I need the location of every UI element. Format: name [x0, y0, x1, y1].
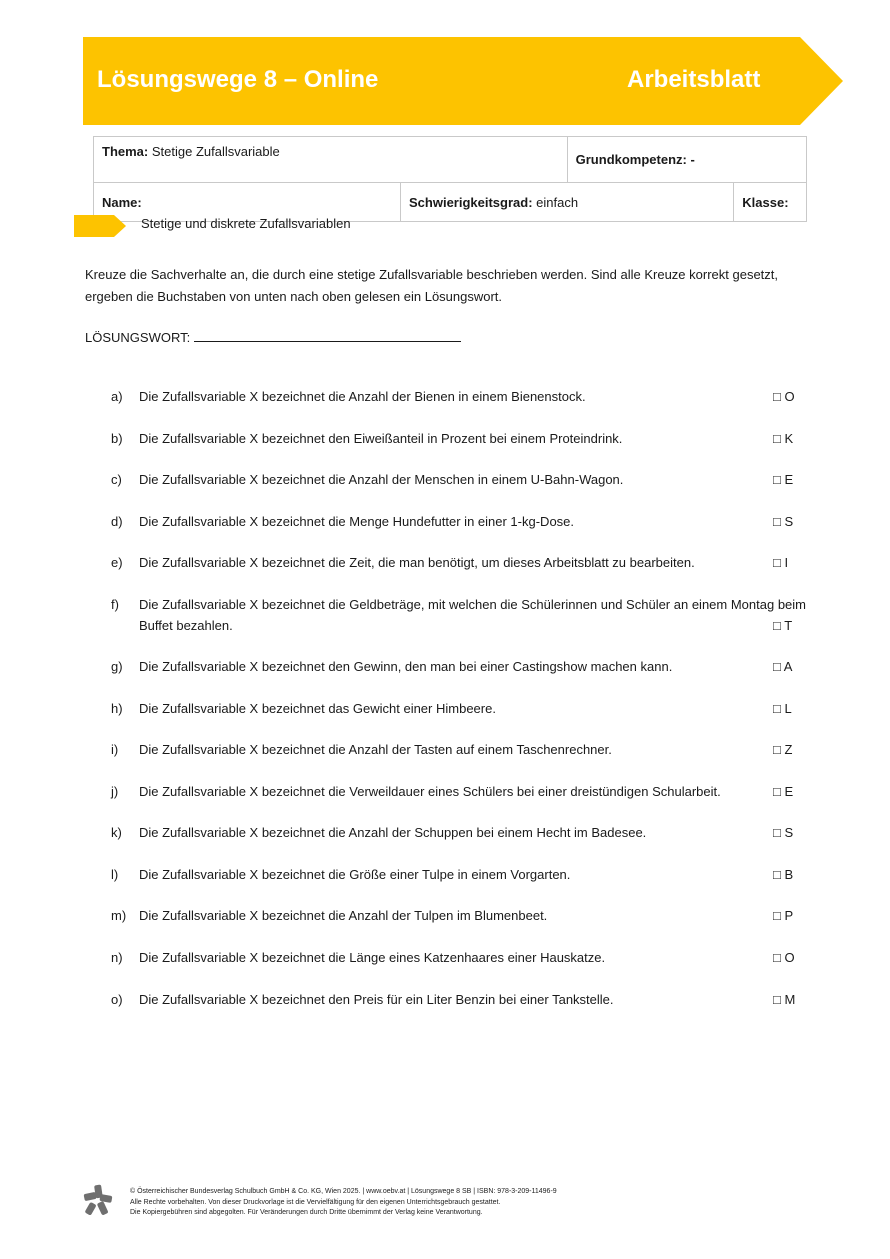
task-checkbox[interactable]	[773, 864, 793, 885]
footer-line-3: Die Kopiergebühren sind abgegolten. Für Veränderungen durch Dritte übernimmt der Verlag keine Verantwortung.	[130, 1209, 483, 1216]
task-text: Die Zufallsvariable X bezeichnet die Anzahl der Schuppen bei einem Hecht im Badesee.	[139, 825, 647, 840]
task-code-letter: O	[784, 389, 795, 404]
task-letter: o)	[111, 992, 123, 1007]
task-letter: c)	[111, 472, 122, 487]
task-checkbox[interactable]	[773, 781, 793, 802]
task-checkbox[interactable]	[773, 698, 792, 719]
grundkompetenz-label: Grundkompetenz:	[575, 152, 687, 167]
task-letter: g)	[111, 659, 123, 674]
schwierigkeit-cell	[401, 183, 734, 222]
klasse-label: Klasse:	[742, 194, 789, 210]
footer-line-1: © Österreichischer Bundesverlag Schulbuch GmbH & Co. KG, Wien 2025. | www.oebv.at | Lösungswege 8 SB | ISBN: 978-3-209-11496-9	[130, 1188, 557, 1195]
task-letter: k)	[111, 825, 122, 840]
task-checkbox[interactable]	[773, 552, 788, 573]
task-code-letter: Z	[784, 742, 793, 757]
task-text: Die Zufallsvariable X bezeichnet den Eiweißanteil in Prozent bei einem Proteindrink.	[139, 431, 623, 446]
checkbox-icon[interactable]: □	[773, 701, 781, 716]
thema-label: Thema:	[102, 144, 149, 159]
task-code-letter: E	[784, 472, 794, 487]
task-code-letter: T	[784, 618, 793, 633]
task-letter: a)	[111, 389, 123, 404]
task-code-letter: P	[784, 908, 794, 923]
checkbox-icon[interactable]: □	[773, 825, 781, 840]
task-letter: m)	[111, 908, 127, 923]
checkbox-icon[interactable]: □	[773, 618, 781, 633]
task-checkbox[interactable]	[773, 469, 793, 490]
task-letter: n)	[111, 950, 123, 965]
section-title: Stetige und diskrete Zufallsvariablen	[141, 216, 351, 231]
task-text: Die Zufallsvariable X bezeichnet die Geldbeträge, mit welchen die Schülerinnen und Schüler an einem Montag beim Buffet bezahlen.	[139, 597, 806, 633]
task-text: Die Zufallsvariable X bezeichnet die Anzahl der Bienen in einem Bienenstock.	[139, 389, 586, 404]
klasse-cell[interactable]	[734, 183, 807, 222]
task-checkbox[interactable]	[773, 615, 792, 636]
task-text: Die Zufallsvariable X bezeichnet die Größe einer Tulpe in einem Vorgarten.	[139, 867, 571, 882]
checkbox-icon[interactable]: □	[773, 431, 781, 446]
checkbox-icon[interactable]: □	[773, 950, 781, 965]
schwierigkeit-label: Schwierigkeitsgrad:	[409, 194, 533, 210]
task-checkbox[interactable]	[773, 739, 792, 760]
task-text: Die Zufallsvariable X bezeichnet den Preis für ein Liter Benzin bei einer Tankstelle.	[139, 992, 614, 1007]
task-text: Die Zufallsvariable X bezeichnet das Gewicht einer Himbeere.	[139, 701, 496, 716]
checkbox-icon[interactable]: □	[773, 472, 781, 487]
task-code-letter: K	[784, 431, 794, 446]
task-letter: b)	[111, 431, 123, 446]
checkbox-icon[interactable]: □	[773, 992, 781, 1007]
task-code-letter: A	[783, 659, 793, 674]
oebv-asterisk-logo-icon	[83, 1184, 113, 1216]
task-text: Die Zufallsvariable X bezeichnet die Menge Hundefutter in einer 1-kg-Dose.	[139, 514, 575, 529]
footer-copyright	[130, 1187, 557, 1219]
task-letter: j)	[111, 784, 119, 799]
task-letter: l)	[111, 867, 119, 882]
task-code-letter: S	[784, 825, 794, 840]
header-banner	[83, 37, 843, 125]
task-checkbox[interactable]	[773, 947, 795, 968]
task-text: Die Zufallsvariable X bezeichnet die Länge eines Katzenhaares einer Hauskatze.	[139, 950, 606, 965]
task-code-letter: O	[784, 950, 795, 965]
task-code-letter: L	[784, 701, 792, 716]
instructions-text: Kreuze die Sachverhalte an, die durch eine stetige Zufallsvariable beschrieben werden. Sind alle Kreuze korrekt gesetzt, ergeben die Buchstaben von unten nach oben gelesen ein Lösungswort.	[85, 267, 779, 304]
grundkompetenz-cell	[567, 137, 806, 183]
task-checkbox[interactable]	[773, 386, 795, 407]
task-code-letter: B	[784, 867, 794, 882]
task-text: Die Zufallsvariable X bezeichnet die Anzahl der Tasten auf einem Taschenrechner.	[139, 742, 612, 757]
thema-cell	[94, 137, 568, 183]
task-checkbox[interactable]	[773, 905, 793, 926]
solution-word-label: LÖSUNGSWORT:	[85, 330, 191, 345]
page-title: Lösungswege 8 – Online	[97, 66, 379, 93]
task-code-letter: E	[784, 784, 794, 799]
task-checkbox[interactable]	[773, 511, 793, 532]
task-checkbox[interactable]	[773, 822, 793, 843]
section-arrow-icon	[74, 215, 126, 237]
task-code-letter: I	[784, 555, 789, 570]
task-code-letter: S	[784, 514, 794, 529]
checkbox-icon[interactable]: □	[773, 659, 781, 674]
task-letter: f)	[111, 597, 119, 612]
task-letter: i)	[111, 742, 119, 757]
solution-word-input-line[interactable]	[194, 329, 461, 342]
task-text: Die Zufallsvariable X bezeichnet die Anzahl der Menschen in einem U-Bahn-Wagon.	[139, 472, 624, 487]
task-text: Die Zufallsvariable X bezeichnet die Zeit, die man benötigt, um dieses Arbeitsblatt zu bearbeiten.	[139, 555, 695, 570]
name-label: Name:	[102, 194, 142, 210]
task-text: Die Zufallsvariable X bezeichnet den Gewinn, den man bei einer Castingshow machen kann.	[139, 659, 673, 674]
task-letter: d)	[111, 514, 123, 529]
task-letter: e)	[111, 555, 123, 570]
checkbox-icon[interactable]: □	[773, 867, 781, 882]
task-text: Die Zufallsvariable X bezeichnet die Verweildauer eines Schülers bei einer dreistündigen Schularbeit.	[139, 784, 721, 799]
checkbox-icon[interactable]: □	[773, 389, 781, 404]
worksheet-meta-table	[93, 136, 807, 222]
task-checkbox[interactable]	[773, 428, 793, 449]
checkbox-icon[interactable]: □	[773, 555, 781, 570]
schwierigkeit-value: einfach	[536, 194, 579, 210]
footer-line-2: Alle Rechte vorbehalten. Von dieser Druckvorlage ist die Vervielfältigung für den eigenen Unterrichtsgebrauch gestattet.	[130, 1198, 501, 1206]
task-checkbox[interactable]	[773, 656, 792, 677]
checkbox-icon[interactable]: □	[773, 742, 781, 757]
task-code-letter: M	[784, 992, 796, 1007]
grundkompetenz-value: -	[690, 152, 695, 167]
checkbox-icon[interactable]: □	[773, 784, 781, 799]
task-text: Die Zufallsvariable X bezeichnet die Anzahl der Tulpen im Blumenbeet.	[139, 908, 548, 923]
thema-value: Stetige Zufallsvariable	[151, 144, 280, 159]
task-checkbox[interactable]	[773, 989, 795, 1010]
checkbox-icon[interactable]: □	[773, 908, 781, 923]
checkbox-icon[interactable]: □	[773, 514, 781, 529]
document-type: Arbeitsblatt	[627, 66, 761, 93]
solution-word-row	[85, 329, 461, 345]
task-letter: h)	[111, 701, 123, 716]
